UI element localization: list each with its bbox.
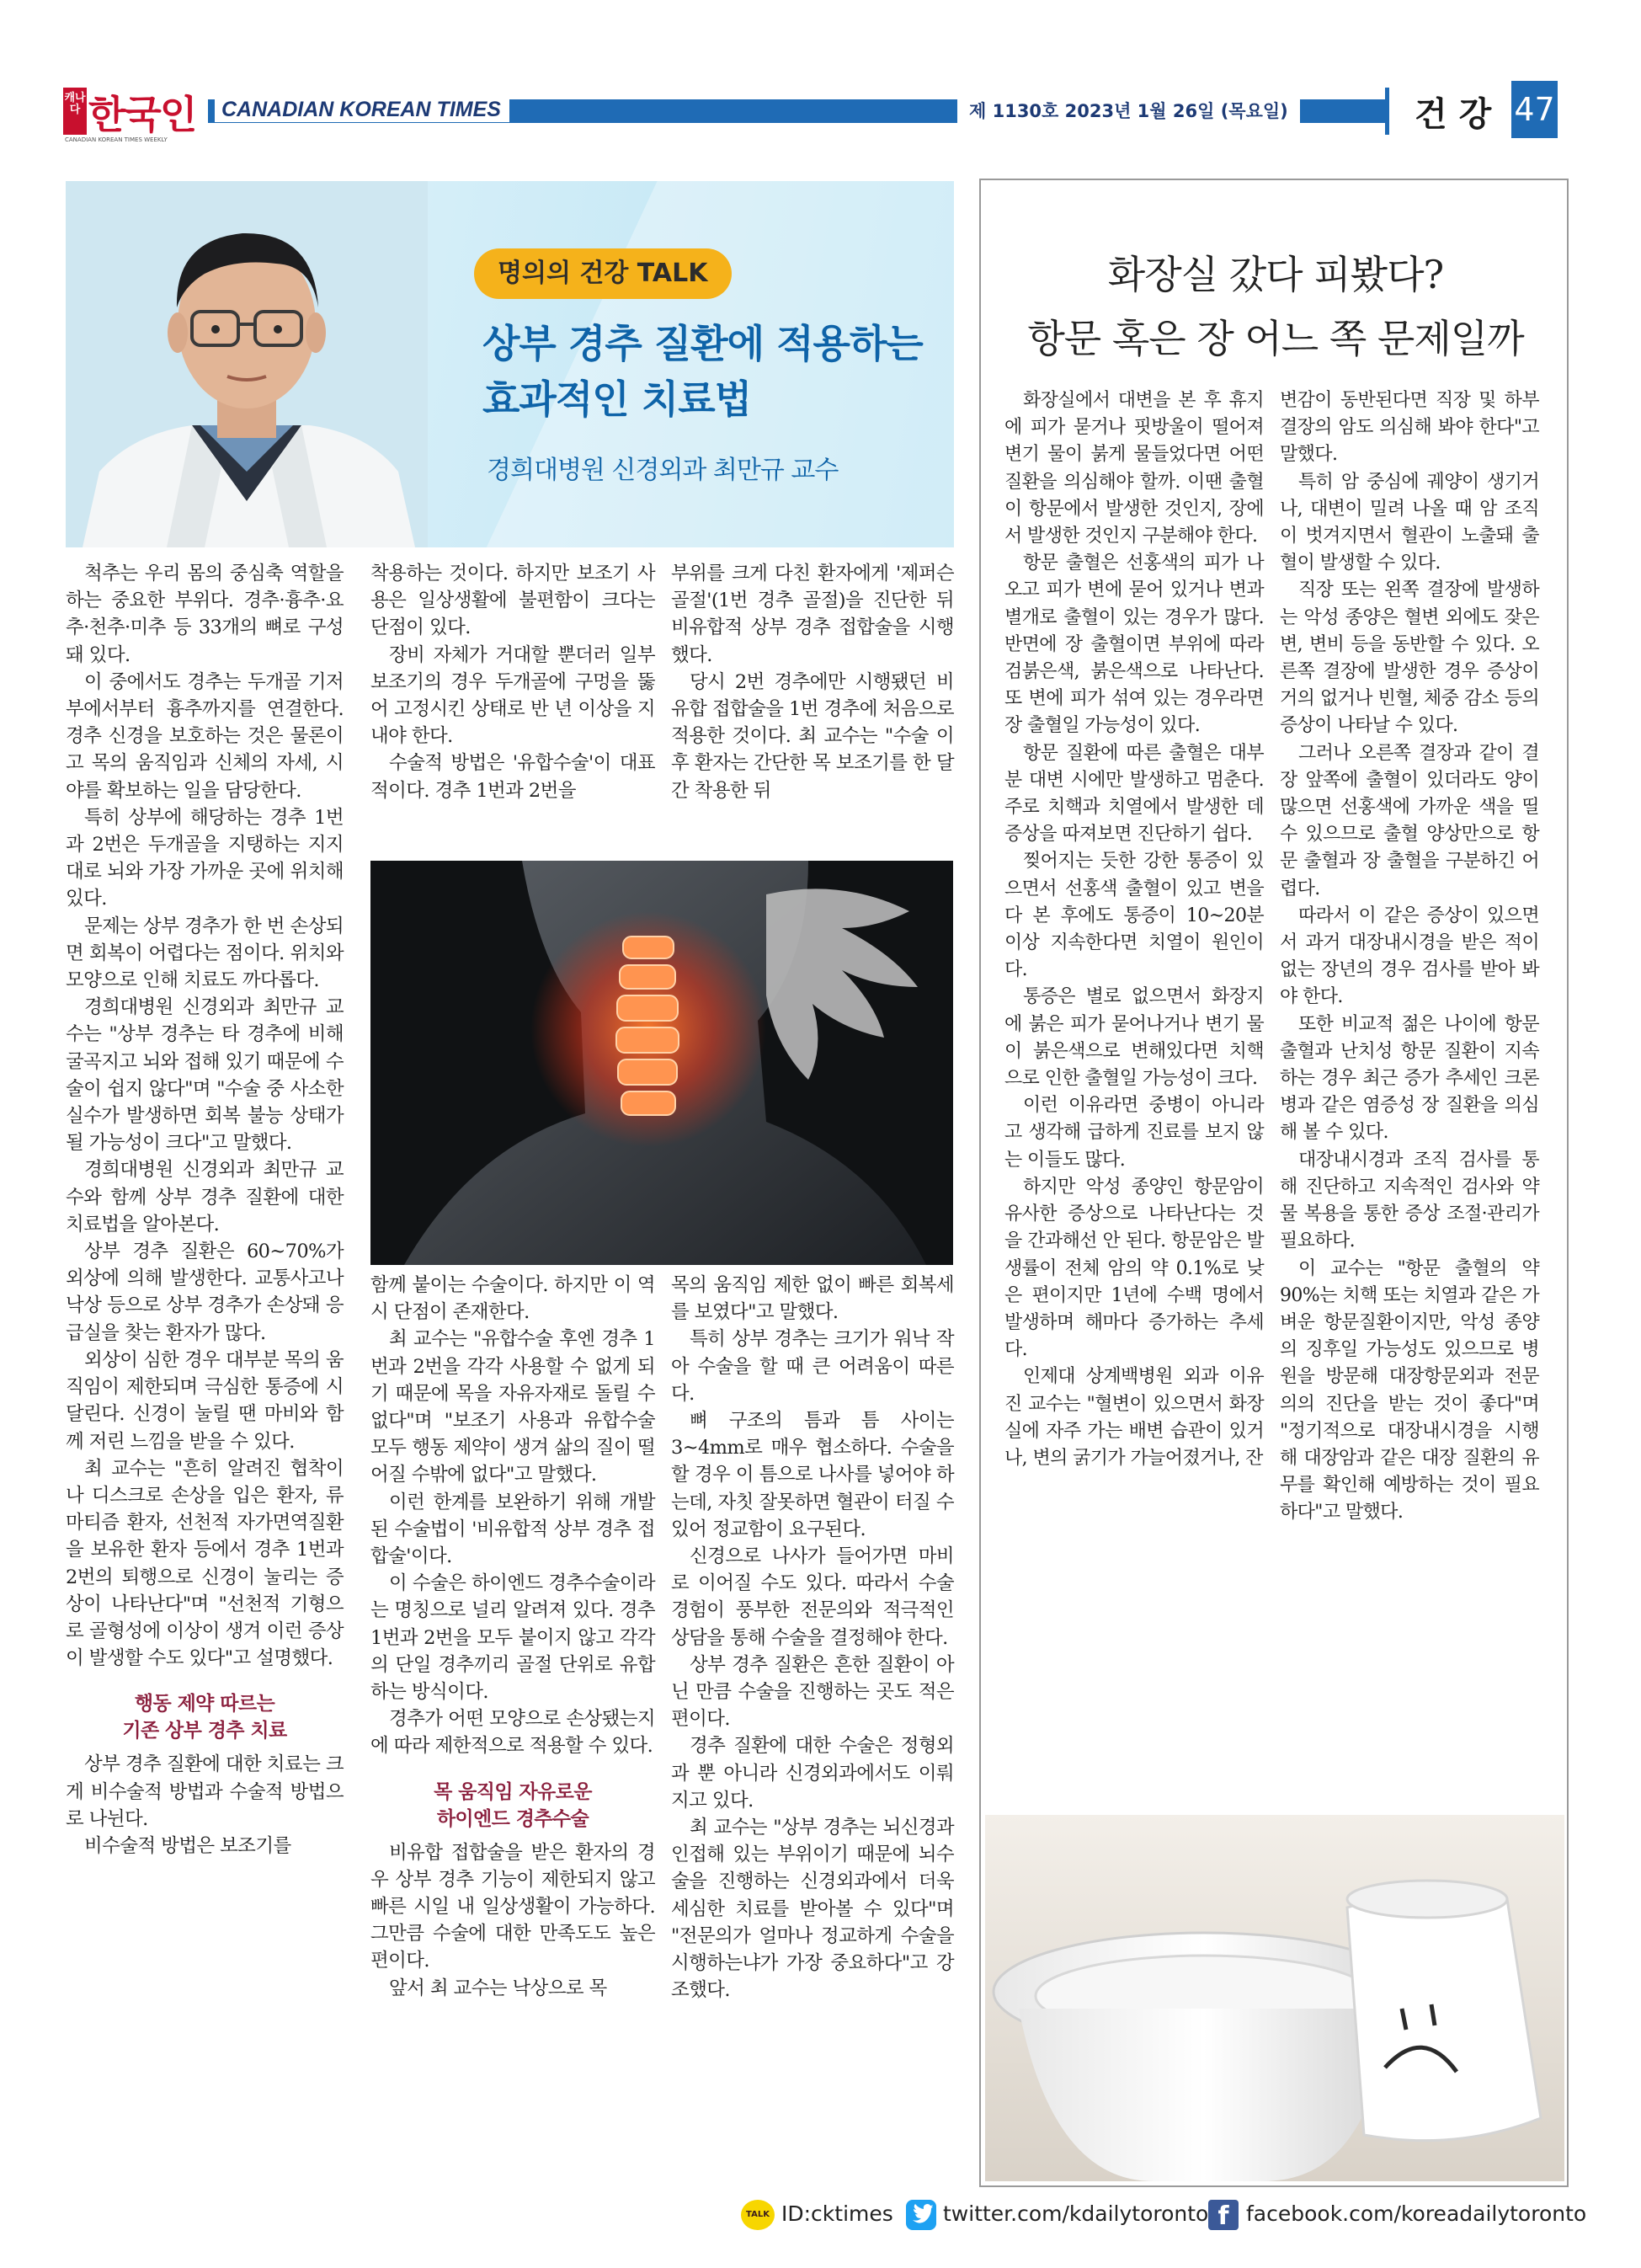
subheading [370,1779,655,1833]
paragraph: 문제는 상부 경추가 한 번 손상되면 회복이 어렵다는 점이다. 위치와 모양으로 인해 치료도 까다롭다. [66,915,344,992]
article-column-3-top [671,560,954,804]
paragraph: 따라서 이 같은 증상이 있으면서 과거 대장내시경을 받은 적이 없는 장년의 경우 검사를 받아 봐야 한다. [1280,905,1539,1008]
neck-pain-illustration [370,861,953,1265]
headline-line: 상부 경추 질환에 적용하는 [482,321,923,366]
paragraph: 최 교수는 "흔히 알려진 협착이나 디스크로 손상을 입은 환자, 류마티즘 환자, 선천적 자가면역질환을 보유한 환자 등에서 경추 1번과 2번의 퇴행으로 신경이 눌리는 증상이 나타난다"며 "선천적 기형으로 골형성에 이상이 생겨 이런 증상이 발생할 수도 있다"고 설명했다. [66,1457,344,1670]
toilet-image [985,1815,1564,2181]
paragraph: 척추는 우리 몸의 중심축 역할을 하는 중요한 부위다. 경추·흉추·요추·천추·미추 등 33개의 뼈로 구성돼 있다. [66,563,344,666]
twitter-bird-icon [906,2200,936,2230]
headline-line: 효과적인 치료법 [482,376,752,422]
paragraph: 최 교수는 "유합수술 후엔 경추 1번과 2번을 각각 사용할 수 없게 되기 때문에 목을 자유자재로 돌릴 수 없다"며 "보조기 사용과 유합수술 모두 행동 제약이 생겨 삶의 질이 떨어질 수밖에 없다"고 말했다. [370,1328,655,1486]
twitter-link[interactable]: twitter.com/kdailytoronto [943,2201,1209,2226]
series-badge: 명의의 건강 TALK [474,248,732,299]
doctor-portrait [66,181,428,547]
article-byline: 경희대병원 신경외과 최만규 교수 [487,456,839,485]
paragraph: 특히 암 중심에 궤양이 생기거나, 대변이 밀려 나올 때 암 조직이 벗겨지면서 혈관이 노출돼 출혈이 발생할 수 있다. [1280,471,1539,574]
sidebar-column-1 [1004,387,1264,1472]
paragraph: 변감이 동반된다면 직장 및 하부 결장의 암도 의심해 봐야 한다"고 말했다. [1280,390,1539,466]
header-divider [1385,88,1389,135]
paragraph: 항문 질환에 따른 출혈은 대부분 대변 시에만 발생하고 멈춘다. 주로 치핵과 치열에서 발생한 데 증상을 따져보면 진단하기 쉽다. [1004,742,1264,846]
paragraph: 부위를 크게 다친 환자에게 '제퍼슨 골절'(1번 경추 골절)을 진단한 뒤 비유합적 상부 경추 접합술을 시행했다. [671,563,954,666]
paragraph: 당시 2번 경추에만 시행됐던 비유합 접합술을 1번 경추에 처음으로 적용한 것이다. 최 교수는 "수술 이후 환자는 간단한 목 보조기를 한 달간 착용한 뒤 [671,670,954,802]
kakao-id: ID:cktimes [781,2201,893,2226]
subheading-line: 목 움직임 자유로운 [434,1780,592,1803]
paragraph: 인제대 상계백병원 외과 이유진 교수는 "혈변이 있으면서 화장실에 자주 가는 배변 습관이 있거나, 변의 굵기가 가늘어졌거나, 잔 [1004,1366,1264,1469]
article-headline [482,316,937,427]
paragraph: 경희대병원 신경외과 최만규 교수는 "상부 경추는 타 경추에 비해 굴곡지고 뇌와 접해 있기 때문에 수술이 쉽지 않다"며 "수술 중 사소한 실수가 발생하면 회복 불능 상태가 될 가능성이 크다"고 말했다. [66,996,344,1155]
logo-subtitle: CANADIAN KOREAN TIMES WEEKLY [65,136,168,143]
paragraph: 항문 출혈은 선홍색의 피가 나오고 피가 변에 묻어 있거나 변과 별개로 출혈이 있는 경우가 많다. 반면에 장 출혈이면 부위에 따라 검붉은색, 붉은색으로 나타난다. 또 변에 피가 섞여 있는 경우라면 장 출혈일 가능성이 있다. [1004,552,1264,737]
paragraph: 통증은 별로 없으면서 화장지에 붉은 피가 묻어나거나 변기 물이 붉은색으로 변해있다면 치핵으로 인한 출혈일 가능성이 크다. [1004,986,1264,1090]
paragraph: 이 중에서도 경추는 두개골 기저부에서부터 흉추까지를 연결한다. 경추 신경을 보호하는 것은 물론이고 목의 움직임과 신체의 자세, 시야를 확보하는 일을 담당한다. [66,670,344,802]
social-footer [741,2195,1587,2237]
paragraph: 비수술적 방법은 보조기를 [84,1834,291,1857]
paragraph: 비유합 접합술을 받은 환자의 경우 상부 경추 기능이 제한되지 않고 빠른 시일 내 일상생활이 가능하다. 그만큼 수술에 대한 만족도도 높은 편이다. [370,1841,655,1972]
masthead [63,81,1570,148]
paragraph: 신경으로 나사가 들어가면 마비로 이어질 수도 있다. 따라서 수술 경험이 풍부한 전문의와 적극적인 상담을 통해 수술을 결정해야 한다. [671,1545,954,1649]
paragraph: 외상이 심한 경우 대부분 목의 움직임이 제한되며 극심한 통증에 시달린다. 신경이 눌릴 땐 마비와 함께 저린 느낌을 받을 수 있다. [66,1348,344,1453]
paragraph: 이런 이유라면 중병이 아니라고 생각해 급하게 진료를 보지 않는 이들도 많다. [1004,1095,1264,1171]
paragraph: 앞서 최 교수는 낙상으로 목 [389,1977,607,1999]
paragraph: 하지만 악성 종양인 항문암이 유사한 증상으로 나타난다는 것을 간과해선 안 된다. 항문암은 발생률이 전체 암의 약 0.1%로 낮은 편이지만 1년에 수백 명에서 발생하며 해마다 증가하는 추세다. [1004,1176,1264,1361]
article-column-1 [66,560,344,1860]
paragraph: 직장 또는 왼쪽 결장에 발생하는 악성 종양은 혈변 외에도 잦은 변, 변비 등을 동반할 수 있다. 오른쪽 결장에 발생한 경우 증상이 거의 없거나 빈혈, 체중 감소 등의 증상이 나타날 수 있다. [1280,579,1539,737]
paragraph: 특히 상부 경추는 크기가 워낙 작아 수술을 할 때 큰 어려움이 따른다. [671,1328,954,1405]
paragraph: 이 수술은 하이엔드 경추수술이라는 명칭으로 널리 알려져 있다. 경추 1번과 2번을 모두 붙이지 않고 각각의 단일 경추끼리 골절 단위로 유합하는 방식이다. [370,1572,655,1704]
paragraph: 최 교수는 "상부 경추는 뇌신경과 인접해 있는 부위이기 때문에 뇌수술을 진행하는 신경외과에서 더욱 세심한 치료를 받아볼 수 있다"며 "전문의가 얼마나 정교하게 수술을 시행하는냐가 가장 중요하다"고 강조했다. [671,1817,954,2002]
paragraph: 수술적 방법은 '유합수술'이 대표적이다. 경추 1번과 2번을 [370,752,655,802]
article-banner [66,181,954,547]
subheading-line: 기존 상부 경추 치료 [122,1720,287,1742]
paragraph: 장비 자체가 거대할 뿐더러 일부 보조기의 경우 두개골에 구멍을 뚫어 고정시킨 상태로 반 년 이상을 지내야 한다. [370,643,655,748]
article-column-2-top [370,560,655,804]
paragraph: 대장내시경과 조직 검사를 통해 진단하고 지속적인 검사와 약물 복용을 통한 증상 조절·관리가 필요하다. [1280,1149,1539,1252]
paragraph: 그러나 오른쪽 결장과 같이 결장 앞쪽에 출혈이 있더라도 양이 많으면 선홍색에 가까운 색을 띨 수 있으므로 출혈 양상만으로 항문 출혈과 장 출혈을 구분하긴 어렵다. [1280,742,1539,899]
sidebar-column-2 [1280,387,1539,1527]
sidebar-headline-line: 화장실 갔다 피봤다? [1107,252,1444,297]
paragraph: 함께 붙이는 수술이다. 하지만 이 역시 단점이 존재한다. [370,1274,655,1324]
article-column-3-bottom [671,1272,954,2004]
paragraph: 상부 경추 질환은 60~70%가 외상에 의해 발생한다. 교통사고나 낙상 등으로 상부 경추가 손상돼 응급실을 찾는 환자가 많다. [66,1241,344,1344]
subheading-line: 행동 제약 따르는 [134,1693,275,1716]
subheading-line: 하이엔드 경추수술 [436,1807,589,1830]
sidebar-headline-line: 항문 혹은 장 어느 쪽 문제일까 [1027,316,1524,361]
paragraph: 경희대병원 신경외과 최만규 교수와 함께 상부 경추 질환에 대한 치료법을 알아본다. [66,1159,344,1235]
logo-text: 한국인 [88,92,196,137]
paragraph: 또한 비교적 젊은 나이에 항문 출혈과 난치성 항문 질환이 지속하는 경우 최근 증가 추세인 크론병과 같은 염증성 장 질환을 의심해 볼 수 있다. [1280,1013,1539,1144]
paragraph: 찢어지는 듯한 강한 통증이 있으면서 선홍색 출혈이 있고 변을 다 본 후에도 통증이 10~20분 이상 지속한다면 치열이 원인이다. [1004,851,1264,981]
page-number: 47 [1511,81,1558,138]
paragraph: 뼈 구조의 틈과 틈 사이는 3~4mm로 매우 협소하다. 수술을 할 경우 이 틈으로 나사를 넣어야 하는데, 자칫 잘못하면 혈관이 터질 수 있어 정교함이 요구된다. [671,1410,954,1540]
paragraph: 이 교수는 "항문 출혈의 약 90%는 치핵 또는 치열과 같은 가벼운 항문질환이지만, 악성 종양의 징후일 가능성도 있으므로 병원을 방문해 대장항문외과 전문의의 진단을 받는 것이 좋다"며 "정기적으로 대장내시경을 시행해 대장암과 같은 대장 질환의 유무를 확인해 예방하는 것이 필요하다"고 말했다. [1280,1257,1539,1524]
paper-name: CANADIAN KOREAN TIMES [215,98,509,122]
paragraph: 상부 경추 질환은 흔한 질환이 아닌 만큼 수술을 진행하는 곳도 적은 편이다. [671,1653,954,1731]
paragraph: 이런 한계를 보완하기 위해 개발된 수술법이 '비유합적 상부 경추 접합술'이다. [370,1491,655,1568]
neck-spine-image [370,861,953,1265]
paragraph: 착용하는 것이다. 하지만 보조기 사용은 일상생활에 불편함이 크다는 단점이 있다. [370,563,656,639]
section-name: 건강 [1415,95,1504,134]
sidebar-headline [994,243,1558,371]
kakaotalk-icon: TALK [741,2200,775,2230]
paragraph: 경추가 어떤 모양으로 손상됐는지에 따라 제한적으로 적용할 수 있다. [370,1708,655,1758]
issue-date: 제 1130호 2023년 1월 26일 (목요일) [957,98,1300,125]
facebook-link[interactable]: facebook.com/koreadailytoronto [1246,2201,1587,2226]
newspaper-logo [63,88,202,143]
facebook-icon: f [1208,2200,1239,2230]
toilet-paper-photo [985,1815,1564,2181]
subheading [66,1690,344,1744]
logo-mark: 캐나다 [63,88,87,135]
paragraph: 상부 경추 질환에 대한 치료는 크게 비수술적 방법과 수술적 방법으로 나뉜다. [66,1753,344,1830]
paragraph: 특히 상부에 해당하는 경추 1번과 2번은 두개골을 지탱하는 지지대로 뇌와 가장 가까운 곳에 위치해 있다. [66,806,344,910]
article-column-2-bottom [370,1272,655,2002]
paragraph: 화장실에서 대변을 본 후 휴지에 피가 묻거나 핏방울이 떨어져 변기 물이 붉게 물들었다면 어떤 질환을 의심해야 할까. 이땐 출혈이 항문에서 발생한 것인지, 장에서 발생한 것인지 구분해야 한다. [1004,390,1264,547]
twitter-icon [906,2200,936,2230]
paragraph: 경추 질환에 대한 수술은 정형외과 뿐 아니라 신경외과에서도 이뤄지고 있다. [671,1735,954,1812]
paragraph: 목의 움직임 제한 없이 빠른 회복세를 보였다"고 말했다. [671,1274,954,1324]
